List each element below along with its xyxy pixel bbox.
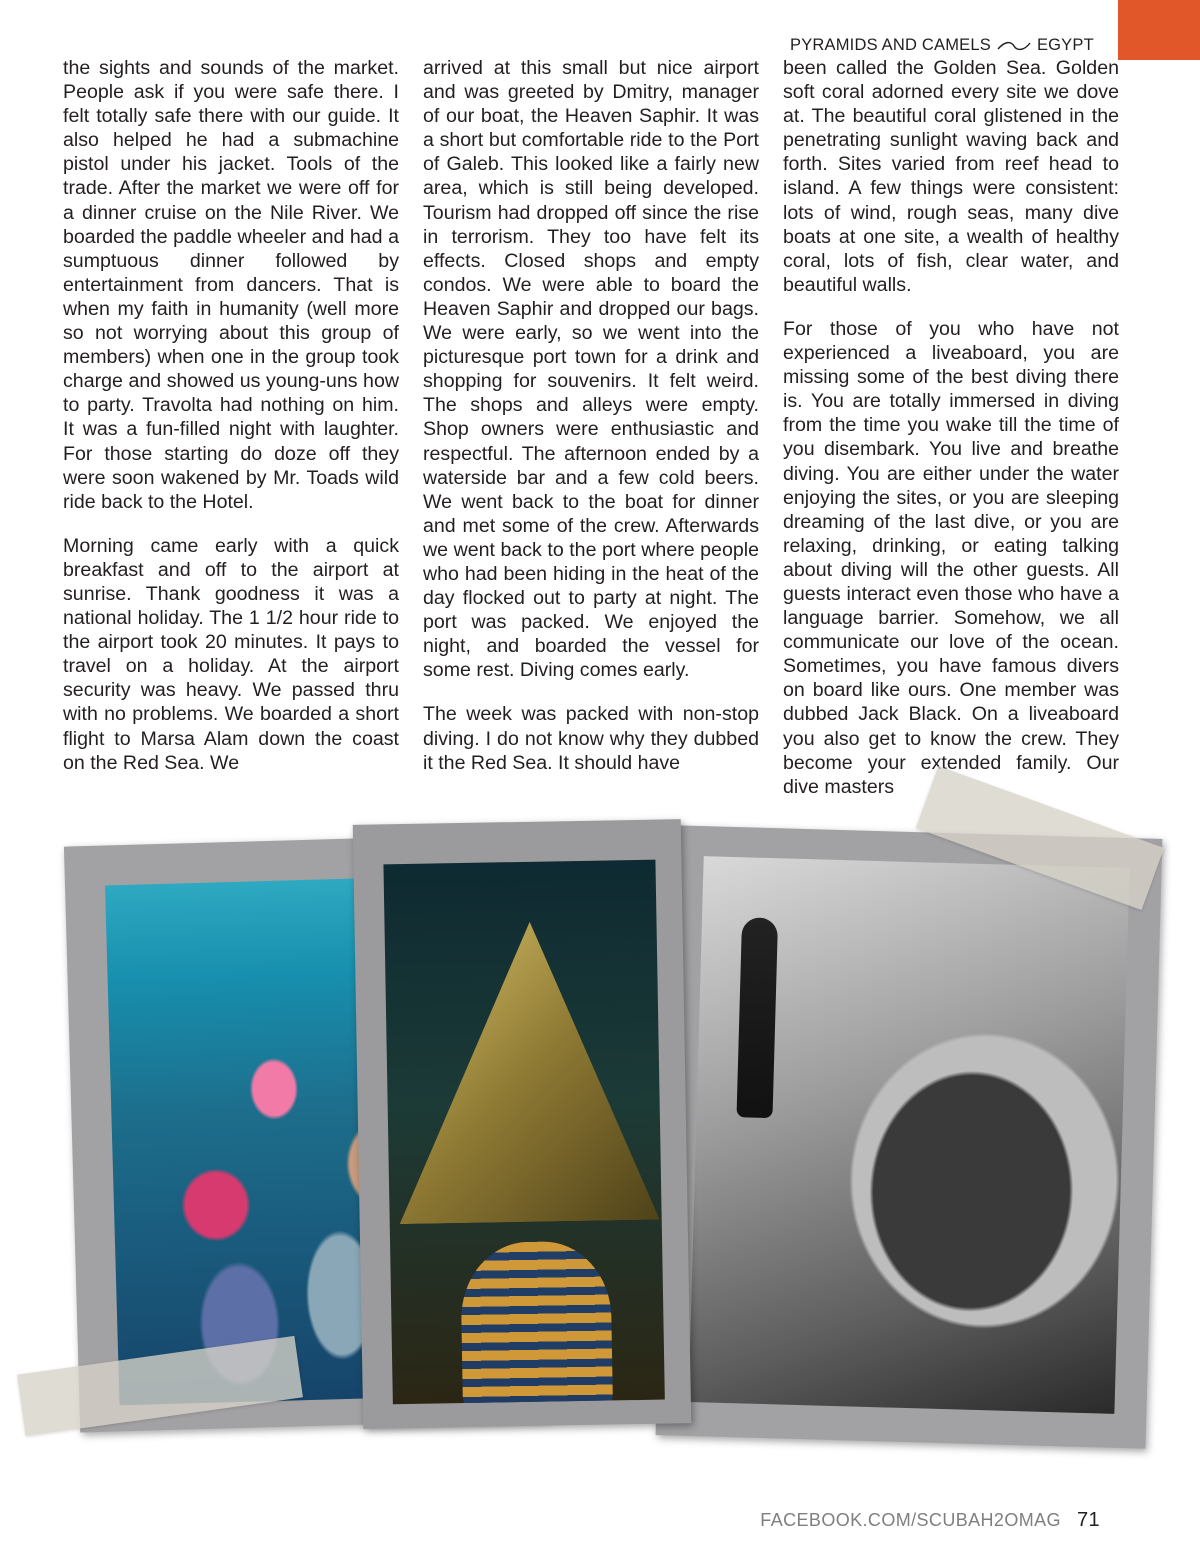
paragraph: Morning came early with a quick breakfast and off to the airport at sunrise. Thank goodness it was a national holiday. The 1 1/2 hour ride to the airport took 20 minutes. It pays to travel on a holiday. At the airport security was heavy. We passed thru with no problems. We boarded a short flight to Marsa Alam down the coast on the Red Sea. We bbox=[63, 534, 399, 774]
diver-silhouette bbox=[736, 917, 778, 1118]
photo-frame-pyramid bbox=[353, 819, 691, 1429]
article-column-3 bbox=[783, 56, 1119, 819]
tilde-icon bbox=[997, 40, 1031, 52]
photo-collage bbox=[0, 800, 1200, 1460]
paragraph: For those of you who have not experienced a liveaboard, you are missing some of the best diving there is. You are totally immersed in diving from the time you wake till the time of you disembark. You live and breathe diving. You are either under the water enjoying the sites, or you are sleeping dreaming of the last dive, or you are relaxing, drinking, or eating talking about diving will the other guests. All guests interact even those who have a language barrier. Somehow, we all communicate our love of the ocean. Sometimes, you have famous divers on board like ours. One member was dubbed Jack Black. On a liveaboard you also get to know the crew. They become your extended family. Our dive masters bbox=[783, 317, 1119, 798]
footer-url: FACEBOOK.COM/SCUBAH2OMAG bbox=[760, 1510, 1061, 1530]
pyramid-shape bbox=[394, 920, 659, 1224]
article-column-2 bbox=[423, 56, 759, 795]
section-title: PYRAMIDS AND CAMELS bbox=[790, 36, 991, 54]
running-head bbox=[790, 36, 1094, 55]
paragraph: the sights and sounds of the market. People ask if you were safe there. I felt totally safe there with our guide. It also helped he had a submachine pistol under his jacket. Tools of the trade. After the market we were off for a dinner cruise on the Nile River. We boarded the paddle wheeler and had a sumptuous dinner followed by entertainment from dancers. That is when my faith in humanity (well more so not worrying about this group of members) when one in the group took charge and showed us young-uns how to party. Travolta had nothing on him. It was a fun-filled night with laughter. For those starting do doze off they were soon wakened by Mr. Toads wild ride back to the Hotel. bbox=[63, 57, 399, 513]
paragraph: been called the Golden Sea. Golden soft coral adorned every site we dove at. The beautiful coral glistened in the penetrating sunlight waving back and forth. Sites varied from reef head to island. A few things were consistent: lots of wind, rough seas, many dive boats at one site, a wealth of healthy coral, lots of fish, clear water, and beautiful walls. bbox=[783, 57, 1119, 296]
shipwreck-diver-photo bbox=[689, 856, 1130, 1414]
page-number: 71 bbox=[1076, 1509, 1100, 1531]
pharaoh-mask bbox=[460, 1240, 613, 1404]
paragraph: arrived at this small but nice airport and was greeted by Dmitry, manager of our boat, the Heaven Saphir. It was a short but comfortable ride to the Port of Galeb. This looked like a fairly new area, which is still being developed. Tourism had dropped off since the rise in terrorism. They too have felt its effects. Closed shops and empty condos. We were able to board the Heaven Saphir and dropped our bags. We were early, so we went into the picturesque port town for a drink and shopping for souvenirs. It felt weird. The shops and alleys were empty. Shop owners were enthusiastic and respectful. The afternoon ended by a waterside bar and a few cold beers. We went back to the boat for dinner and met some of the crew. Afterwards we went back to the port where people who had been hiding in the heat of the day flocked out to party at night. The port was packed. We enjoyed the night, and boarded the vessel for some rest. Diving comes early. bbox=[423, 57, 759, 682]
article-column-1 bbox=[63, 56, 399, 795]
section-tab bbox=[1118, 0, 1200, 60]
region-title: EGYPT bbox=[1036, 36, 1094, 54]
paragraph: The week was packed with non-stop diving. I do not know why they dubbed it the Red Sea. It should have bbox=[423, 703, 759, 774]
photo-frame-wreck bbox=[656, 825, 1163, 1448]
pyramid-photo bbox=[383, 860, 664, 1405]
page-footer bbox=[760, 1509, 1100, 1532]
